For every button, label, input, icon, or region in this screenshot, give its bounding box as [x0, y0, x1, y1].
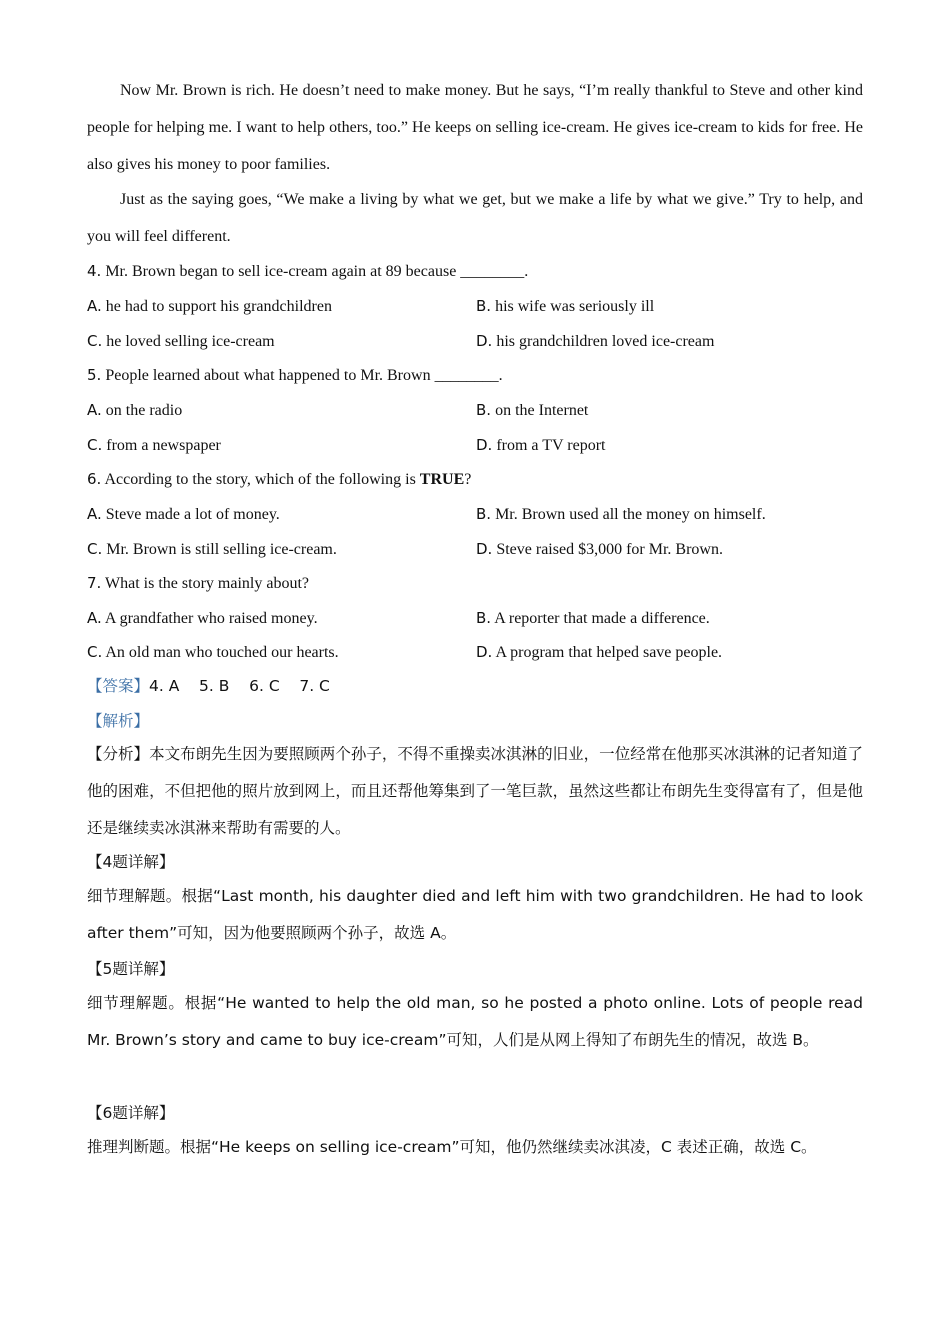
q4-detail-heading: 【4题详解】: [87, 853, 175, 871]
q4-detail-text: 细节理解题。根据“Last month, his daughter died and left him with two grandchildren. He had to look after them”可知，因为他要照顾两个孙子，故选 A。: [87, 887, 863, 942]
q5-detail-text: 细节理解题。根据“He wanted to help the old man, so he posted a photo online. Lots of people read Mr. Brown’s story and came to buy ice-cream”可知，人们是从网上得知了布朗先生的情况，故选 B。: [87, 994, 863, 1049]
passage-paragraph-2: Just as the saying goes, “We make a living by what we get, but we make a life by what we give.” Try to help, and you will feel different.: [87, 191, 863, 245]
passage-paragraph-1: Now Mr. Brown is rich. He doesn’t need to make money. But he says, “I’m really thankful to Steve and other kind people for helping me. I want to help others, too.” He keeps on selling ice-cream. He gives ice-cream to kids for free. He also gives his money to poor families.: [87, 82, 863, 173]
question-4-stem: 4. Mr. Brown began to sell ice-cream again at 89 because ________.: [87, 262, 529, 280]
analysis-label: 【解析】: [87, 712, 150, 730]
question-6-option-a: A. Steve made a lot of money.: [87, 505, 280, 523]
question-5-stem: 5. People learned about what happened to Mr. Brown ________.: [87, 366, 503, 384]
question-6-option-d: D. Steve raised $3,000 for Mr. Brown.: [476, 540, 723, 558]
question-4-option-c: C. he loved selling ice-cream: [87, 332, 275, 350]
question-7-option-b: B. A reporter that made a difference.: [476, 609, 710, 627]
question-5-option-b: B. on the Internet: [476, 401, 589, 419]
question-4-option-a: A. he had to support his grandchildren: [87, 297, 332, 315]
answer-line: [87, 675, 330, 697]
question-5-option-a: A. on the radio: [87, 401, 183, 419]
q6-detail-text: 推理判断题。根据“He keeps on selling ice-cream”可知，他仍然继续卖冰淇凌，C 表述正确，故选 C。: [87, 1138, 817, 1156]
q5-detail-heading: 【5题详解】: [87, 960, 175, 978]
question-5-option-d: D. from a TV report: [476, 436, 606, 454]
question-7-option-d: D. A program that helped save people.: [476, 643, 723, 661]
question-4-option-d: D. his grandchildren loved ice-cream: [476, 332, 715, 350]
summary-label: 【分析】: [87, 745, 150, 763]
analysis-summary: 【分析】本文布朗先生因为要照顾两个孙子，不得不重操卖冰淇淋的旧业，一位经常在他那买冰淇淋的记者知道了他的困难，不但把他的照片放到网上，而且还帮他筹集到了一笔巨款，虽然这些都让布朗先生变得富有了，但是他还是继续卖冰淇淋来帮助有需要的人。: [87, 745, 863, 837]
q6-detail-heading: 【6题详解】: [87, 1104, 175, 1122]
question-7-stem: 7. What is the story mainly about?: [87, 574, 309, 592]
question-4-option-b: B. his wife was seriously ill: [476, 297, 655, 315]
answer-text: 4. A 5. B 6. C 7. C: [149, 677, 330, 695]
question-7-option-a: A. A grandfather who raised money.: [87, 609, 318, 627]
answer-label: 【答案】: [87, 677, 150, 695]
question-5-option-c: C. from a newspaper: [87, 436, 221, 454]
question-6-stem: 6. According to the story, which of the following is TRUE?: [87, 470, 472, 488]
question-6-option-b: B. Mr. Brown used all the money on himself.: [476, 505, 766, 523]
question-6-option-c: C. Mr. Brown is still selling ice-cream.: [87, 540, 337, 558]
question-7-option-c: C. An old man who touched our hearts.: [87, 643, 339, 661]
